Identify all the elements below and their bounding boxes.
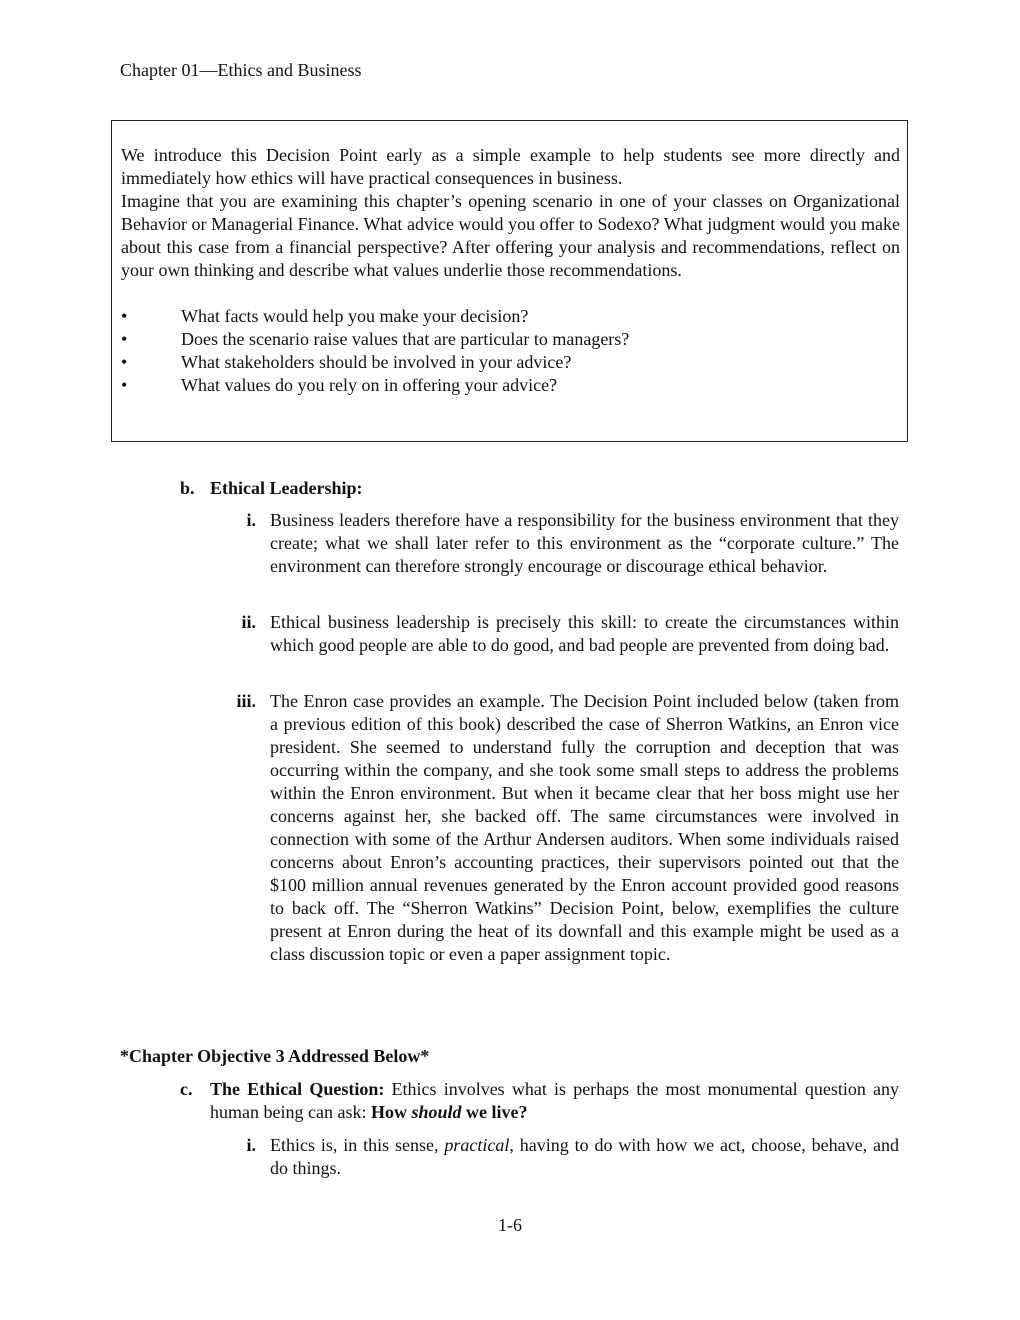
section-b-item-iii: iii. The Enron case provides an example. The Decision Point included below (taken from a previous edition of this book) described the case of Sherron Watkins, an Enron vice president. She seemed to understand fully the corruption and deception that was occurring within the company, and she took some small steps to address the problems within the Enron environment. But when it became clear that her boss might use her concerns against her, she backed off. The same circumstances were involved in connection with some of the Arthur Andersen auditors. When some individuals raised concerns about Enron’s accounting practices, their supervisors pointed out that the $100 million annual revenues generated by the Enron account provided good reasons to back off. The “Sherron Watkins” Decision Point, below, exemplifies the culture present at Enron during the heat of its downfall and this example might be used as a class discussion topic or even a paper assignment topic.	[236, 691, 899, 964]
section-b-item-i: i. Business leaders therefore have a responsibility for the business environment that they create; what we shall later refer to this environment as the “corporate culture.” The environment can therefore strongly encourage or discourage ethical behavior.	[246, 510, 899, 576]
section-b-item-text: Ethical business leadership is precisely this skill: to create the circumstances within which good people are able to do good, and bad people are prevented from doing bad.	[270, 612, 899, 655]
section-c-item-i: i. Ethics is, in this sense, practical, having to do with how we act, choose, behave, and do things.	[246, 1135, 899, 1178]
section-b-item-ii: ii. Ethical business leadership is precisely this skill: to create the circumstances within which good people are able to do good, and bad people are prevented from doing bad.	[241, 612, 899, 655]
box-scenario-paragraph: Imagine that you are examining this chapter’s opening scenario in one of your classes on Organizational Behavior or Managerial Finance. What advice would you offer to Sodexo? What judgment would you make about this case from a financial perspective? After offering your analysis and recommendations, reflect on your own thinking and describe what values underlie those recommendations.	[121, 191, 900, 280]
section-b-title: Ethical Leadership:	[210, 478, 363, 498]
bullet-icon: •	[121, 329, 128, 349]
page-number: 1-6	[498, 1215, 522, 1235]
section-b-item-text: The Enron case provides an example. The Decision Point included below (taken from a previous edition of this book) described the case of Sherron Watkins, an Enron vice president. She seemed to understand fully the corruption and deception that was occurring within the company, and she took some small steps to address the problems within the Enron environment. But when it became clear that her boss might use her concerns against her, she backed off. The same circumstances were involved in connection with some of the Arthur Andersen auditors. When some individuals raised concerns about Enron’s accounting practices, their supervisors pointed out that the $100 million annual revenues generated by the Enron account provided good reasons to back off. The “Sherron Watkins” Decision Point, below, exemplifies the culture present at Enron during the heat of its downfall and this example might be used as a class discussion topic or even a paper assignment topic.	[270, 691, 899, 964]
section-b-label: b.	[180, 478, 195, 498]
section-c: c. The Ethical Question: Ethics involves what is perhaps the most monumental question any human being can ask: How should we live?	[180, 1079, 899, 1122]
box-question-list	[121, 305, 900, 397]
section-c-label: c.	[180, 1079, 193, 1099]
list-item: • Does the scenario raise values that are particular to managers?	[121, 329, 630, 349]
section-b-heading	[180, 477, 363, 500]
page-header: Chapter 01—Ethics and Business	[120, 60, 362, 80]
section-c-item-text: Ethics is, in this sense, practical, having to do with how we act, choose, behave, and do things.	[270, 1135, 899, 1178]
list-item: • What stakeholders should be involved in your advice?	[121, 352, 572, 372]
chapter-objective-note: *Chapter Objective 3 Addressed Below*	[120, 1046, 430, 1066]
box-intro-paragraph: We introduce this Decision Point early as a simple example to help students see more directly and immediately how ethics will have practical consequences in business.	[121, 145, 900, 188]
list-item: • What values do you rely on in offering your advice?	[121, 375, 558, 395]
bullet-icon: •	[121, 375, 128, 395]
section-b-item-text: Business leaders therefore have a responsibility for the business environment that they create; what we shall later refer to this environment as the “corporate culture.” The environment can therefore strongly encourage or discourage ethical behavior.	[270, 510, 899, 576]
section-c-title: The Ethical Question:	[210, 1079, 385, 1099]
bullet-icon: •	[121, 352, 128, 372]
list-item: • What facts would help you make your decision?	[121, 306, 529, 326]
bullet-icon: •	[121, 306, 128, 326]
decision-point-box	[111, 120, 908, 442]
